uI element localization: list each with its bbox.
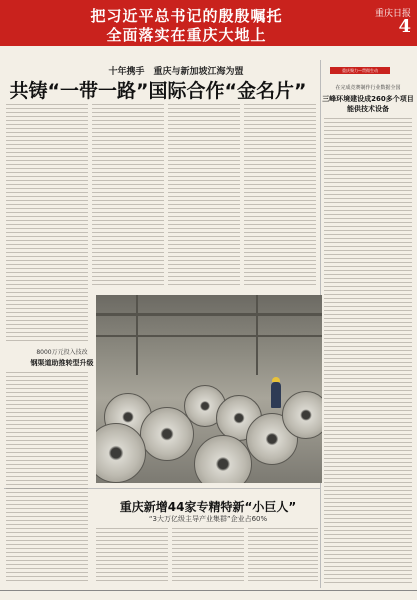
banner-headline-line-2: 全面落实在重庆大地上 [106, 26, 267, 44]
right-story-headline-1: 三峰环境建设成260多个项目 [322, 95, 414, 103]
side-story-line-1: 8000万元投入技改 [36, 349, 88, 356]
right-section-tag: 重庆聚力—贯彻生动 [330, 67, 390, 74]
photo-beam [256, 295, 258, 375]
photo-beam [96, 335, 322, 337]
bottom-story-body-col-1 [96, 528, 168, 586]
bottom-story-body-col-3 [248, 528, 318, 586]
lead-body-column-4 [244, 104, 316, 290]
worker-figure [271, 382, 281, 408]
top-banner [0, 0, 417, 46]
aluminum-coil [282, 391, 322, 439]
lead-body-column-1 [6, 104, 88, 342]
lead-body-column-2 [92, 104, 164, 290]
masthead [367, 6, 411, 40]
right-story-body [324, 118, 412, 586]
bottom-story-body-col-2 [172, 528, 244, 586]
factory-photo [96, 295, 322, 483]
page-number: 4 [398, 16, 411, 37]
side-story-body [6, 372, 88, 584]
lead-body-column-3 [168, 104, 240, 290]
lead-headline: 共铸“一带一路”国际合作“金名片” [9, 80, 307, 102]
paper-name: 重庆日报 [374, 9, 411, 19]
side-story-headline [22, 347, 102, 369]
right-story-kicker: 在完成竞赛制作行业数据全国 [335, 85, 401, 91]
photo-beam [96, 313, 322, 316]
photo-beam [136, 295, 138, 375]
page-footer [0, 590, 417, 600]
right-story-headline-2: 能供技术设备 [347, 105, 389, 113]
side-story-line-2: 钢渠道助推转型升级 [30, 359, 94, 367]
bottom-story-headline: 重庆新增44家专精特新“小巨人” [119, 500, 297, 514]
banner-headline-line-1: 把习近平总书记的殷殷嘱托 [90, 7, 283, 25]
aluminum-coil [194, 435, 252, 483]
lead-kicker: 十年携手 重庆与新加坡江海为盟 [108, 67, 244, 77]
bottom-story-subheadline: “3大万亿级主导产业集群”企业占60% [148, 515, 268, 523]
